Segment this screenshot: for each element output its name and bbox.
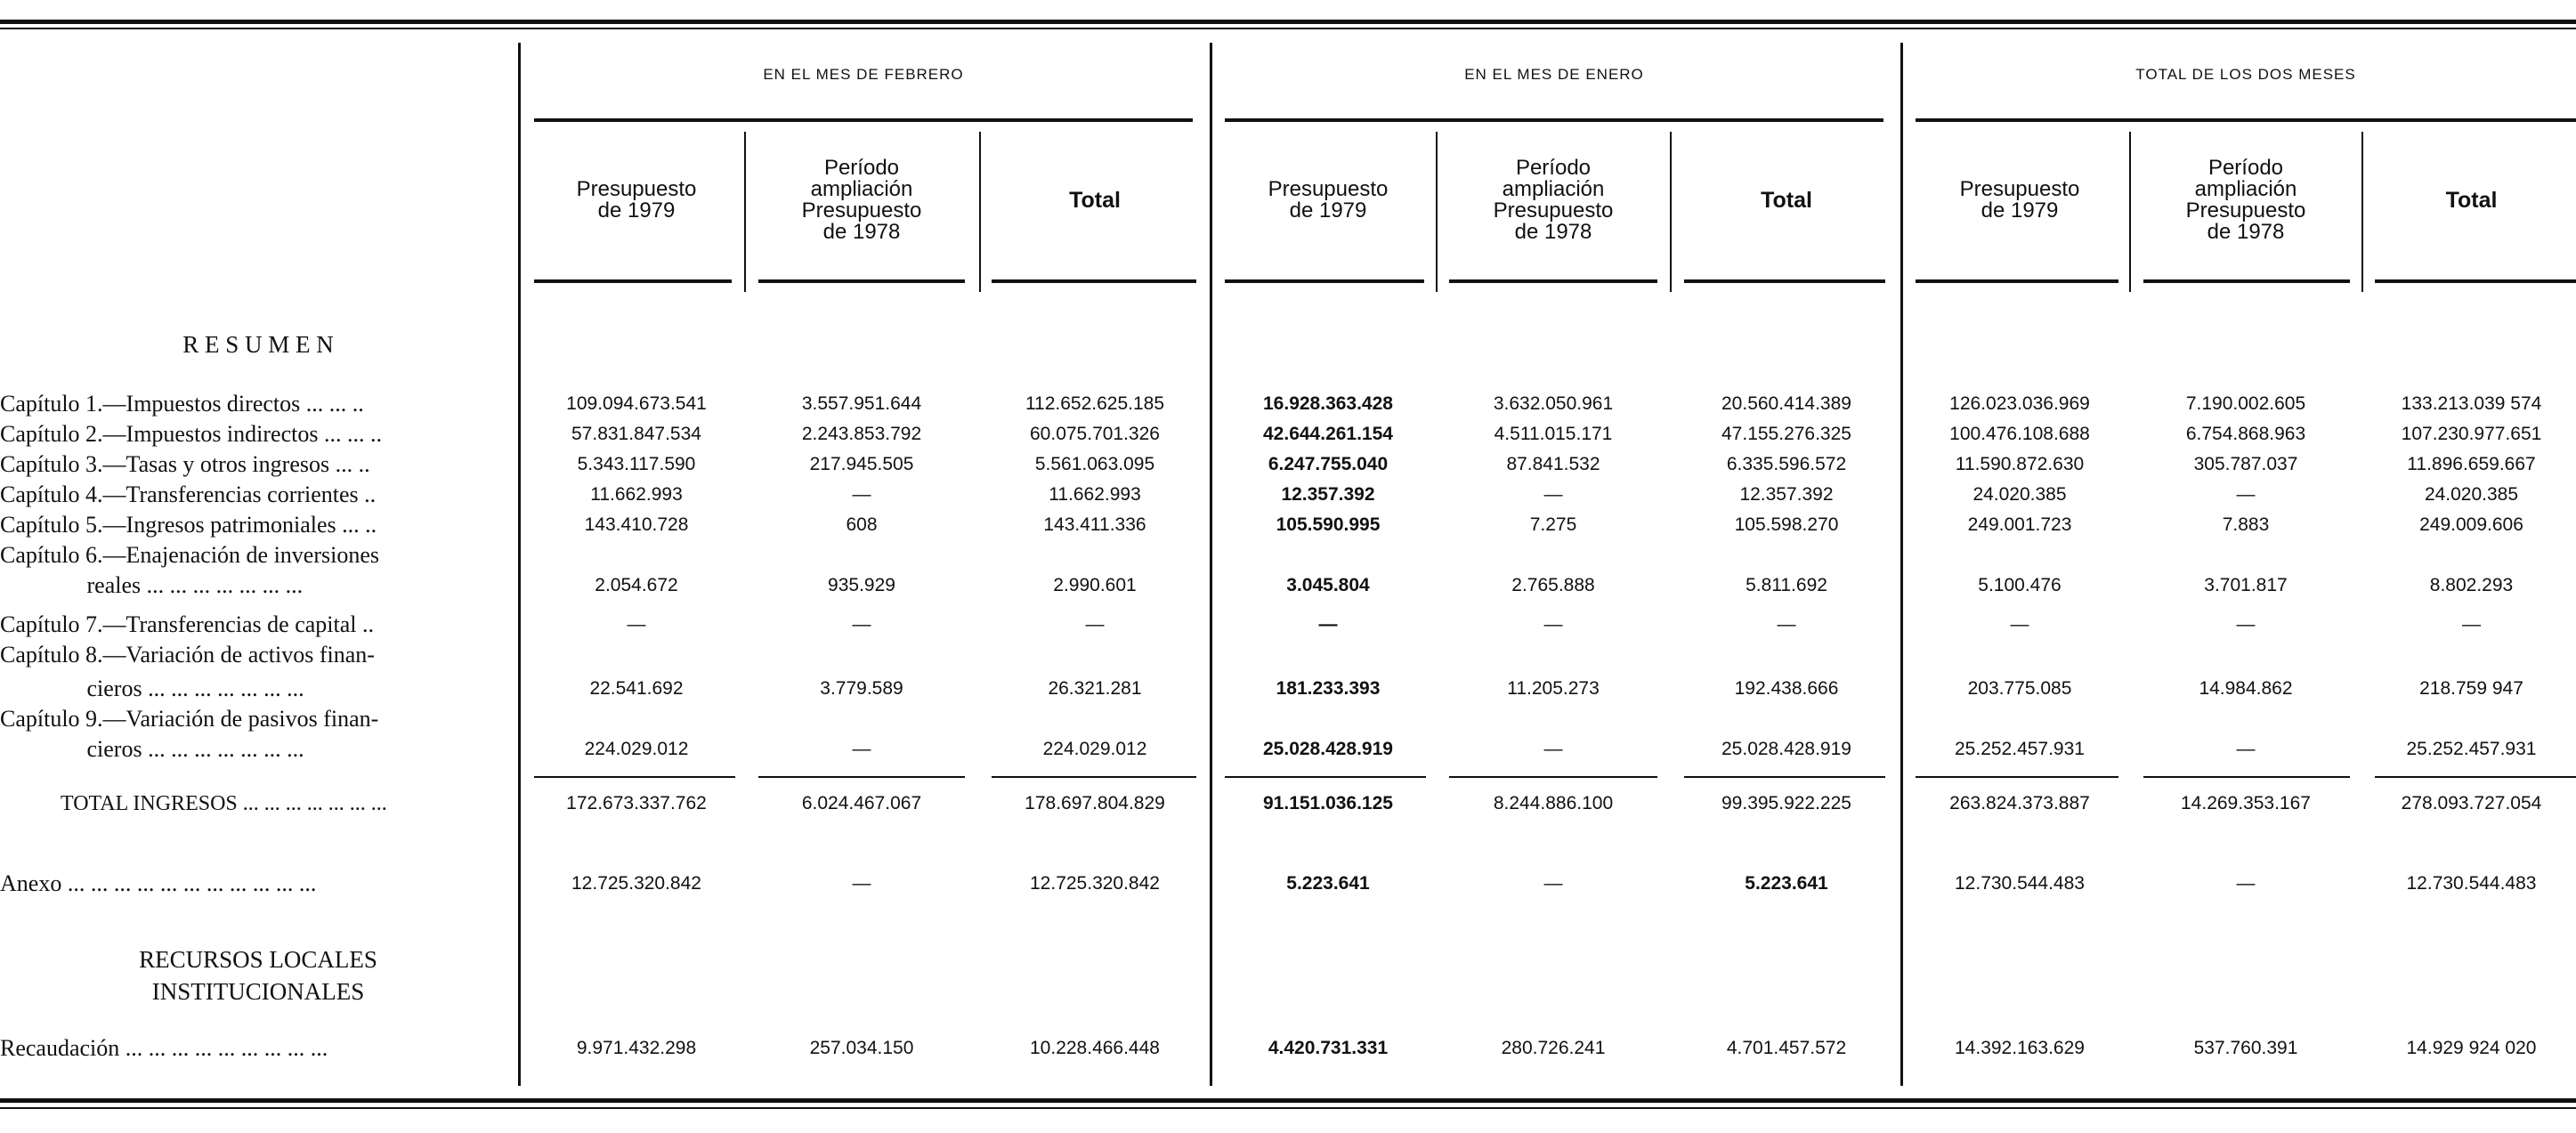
group-header-total: TOTAL DE LOS DOS MESES xyxy=(2135,66,2356,83)
row-label: TOTAL INGRESOS ... ... ... ... ... ... ... xyxy=(61,792,387,815)
group-divider xyxy=(1210,43,1212,1086)
table-cell: — xyxy=(852,484,871,505)
table-cell: 3.045.804 xyxy=(1286,575,1370,595)
table-cell: 14.984.862 xyxy=(2199,678,2293,699)
table-cell: 25.028.428.919 xyxy=(1721,739,1851,759)
table-cell: 5.100.476 xyxy=(1978,575,2062,595)
group-header-enero: EN EL MES DE ENERO xyxy=(1464,66,1644,83)
subheader-underline xyxy=(534,279,732,283)
total-rule xyxy=(1225,776,1426,778)
table-cell: 257.034.150 xyxy=(809,1038,914,1058)
top-rule xyxy=(0,20,2576,24)
row-label: Capítulo 6.—Enajenación de inversiones xyxy=(0,542,380,568)
table-cell: 278.093.727.054 xyxy=(2401,793,2542,813)
table-cell: — xyxy=(1543,484,1563,505)
subheader-ampliacion: Período ampliación Presupuesto de 1978 xyxy=(2185,156,2306,244)
table-cell: 143.410.728 xyxy=(584,514,689,535)
table-cell: 3.632.050.961 xyxy=(1493,393,1614,414)
subheader-total: Total xyxy=(1069,188,1121,213)
subheader-underline xyxy=(2143,279,2350,283)
table-cell: 26.321.281 xyxy=(1048,678,1142,699)
row-label: Capítulo 7.—Transferencias de capital .. xyxy=(0,611,374,637)
total-rule xyxy=(2375,776,2576,778)
subheader-presupuesto: Presupuesto de 1979 xyxy=(576,177,697,223)
group-underline xyxy=(1916,118,2576,122)
table-cell: 217.945.505 xyxy=(809,454,914,474)
table-cell: 249.009.606 xyxy=(2419,514,2523,535)
table-cell: 143.411.336 xyxy=(1043,514,1146,535)
table-cell: 12.730.544.483 xyxy=(2406,873,2537,894)
table-cell: 249.001.723 xyxy=(1967,514,2072,535)
total-rule xyxy=(2143,776,2350,778)
table-cell: — xyxy=(2236,614,2256,635)
table-cell: — xyxy=(1543,614,1563,635)
row-label: reales ... ... ... ... ... ... ... xyxy=(0,572,304,598)
table-cell: 112.652.625.185 xyxy=(1025,393,1165,414)
table-cell: 2.054.672 xyxy=(595,575,678,595)
table-cell: 14.929 924 020 xyxy=(2406,1038,2537,1058)
table-cell: — xyxy=(852,873,871,894)
total-rule xyxy=(758,776,965,778)
table-cell: 263.824.373.887 xyxy=(1949,793,2090,813)
subcol-divider xyxy=(1436,132,1438,292)
subheader-underline xyxy=(2375,279,2576,283)
table-cell: 2.765.888 xyxy=(1511,575,1595,595)
table-cell: 133.213.039 574 xyxy=(2401,393,2542,414)
subheader-ampliacion: Período ampliación Presupuesto de 1978 xyxy=(1493,156,1614,244)
subheader-total: Total xyxy=(2445,188,2498,213)
table-cell: 105.590.995 xyxy=(1276,514,1381,535)
table-cell: 105.598.270 xyxy=(1734,514,1839,535)
table-cell: 4.701.457.572 xyxy=(1726,1038,1847,1058)
total-rule xyxy=(1684,776,1885,778)
table-cell: — xyxy=(1543,739,1563,759)
table-cell: 280.726.241 xyxy=(1501,1038,1606,1058)
table-cell: 608 xyxy=(846,514,878,535)
table-cell: 6.335.596.572 xyxy=(1726,454,1847,474)
table-cell: 11.896.659.667 xyxy=(2407,454,2536,474)
table-cell: 11.205.273 xyxy=(1507,678,1600,699)
table-cell: 11.662.993 xyxy=(1049,484,1141,505)
table-cell: — xyxy=(1543,873,1563,894)
subcol-divider xyxy=(1670,132,1672,292)
table-cell: 11.590.872.630 xyxy=(1955,454,2085,474)
row-label: Capítulo 1.—Impuestos directos ... ... .. xyxy=(0,391,364,417)
total-rule xyxy=(1916,776,2118,778)
table-cell: 126.023.036.969 xyxy=(1949,393,2090,414)
table-cell: 100.476.108.688 xyxy=(1949,424,2090,444)
table-cell: 12.357.392 xyxy=(1281,484,1375,505)
group-underline xyxy=(1225,118,1883,122)
subheader-underline xyxy=(1225,279,1424,283)
table-cell: 203.775.085 xyxy=(1967,678,2072,699)
row-label: Recaudación ... ... ... ... ... ... ... ... ... xyxy=(0,1035,328,1061)
table-cell: 7.190.002.605 xyxy=(2185,393,2306,414)
table-cell: 537.760.391 xyxy=(2193,1038,2298,1058)
table-cell: 24.020.385 xyxy=(2424,484,2519,505)
table-cell: — xyxy=(2236,873,2256,894)
row-label: Capítulo 9.—Variación de pasivos finan- xyxy=(0,706,379,732)
subheader-ampliacion: Período ampliación Presupuesto de 1978 xyxy=(801,156,922,244)
table-cell: 3.557.951.644 xyxy=(801,393,922,414)
table-cell: 5.223.641 xyxy=(1286,873,1370,894)
subcol-divider xyxy=(979,132,981,292)
table-cell: — xyxy=(2236,739,2256,759)
group-divider xyxy=(518,43,521,1086)
table-cell: 192.438.666 xyxy=(1734,678,1839,699)
table-cell: 25.028.428.919 xyxy=(1263,739,1393,759)
row-label: Capítulo 3.—Tasas y otros ingresos ... .. xyxy=(0,451,370,477)
table-cell: 3.701.817 xyxy=(2204,575,2288,595)
table-cell: 3.779.589 xyxy=(820,678,903,699)
table-cell: 224.029.012 xyxy=(584,739,689,759)
row-label: Capítulo 4.—Transferencias corrientes .. xyxy=(0,482,377,507)
subheader-underline xyxy=(1449,279,1657,283)
section-resumen: R E S U M E N xyxy=(182,331,334,358)
table-cell: 14.269.353.167 xyxy=(2181,793,2311,813)
table-cell: 47.155.276.325 xyxy=(1721,424,1851,444)
table-cell: — xyxy=(852,614,871,635)
table-cell: 107.230.977.651 xyxy=(2401,424,2542,444)
table-cell: 172.673.337.762 xyxy=(566,793,707,813)
table-cell: 181.233.393 xyxy=(1276,678,1381,699)
table-cell: — xyxy=(2462,614,2481,635)
table-cell: — xyxy=(1085,614,1105,635)
table-cell: 7.275 xyxy=(1529,514,1577,535)
table-cell: 109.094.673.541 xyxy=(566,393,707,414)
table-cell: 57.831.847.534 xyxy=(571,424,701,444)
table-cell: 178.697.804.829 xyxy=(1025,793,1165,813)
row-label: Anexo ... ... ... ... ... ... ... ... ... ... ... xyxy=(0,870,317,896)
table-cell: 25.252.457.931 xyxy=(2406,739,2537,759)
table-cell: 12.725.320.842 xyxy=(1030,873,1160,894)
table-cell: 99.395.922.225 xyxy=(1721,793,1851,813)
table-cell: 218.759 947 xyxy=(2419,678,2523,699)
table-cell: — xyxy=(852,739,871,759)
group-divider xyxy=(1900,43,1903,1086)
table-cell: 5.223.641 xyxy=(1745,873,1828,894)
table-cell: 5.811.692 xyxy=(1746,575,1827,595)
table-cell: 12.730.544.483 xyxy=(1955,873,2085,894)
table-cell: — xyxy=(627,614,646,635)
table-cell: 8.802.293 xyxy=(2429,575,2514,595)
table-cell: 6.754.868.963 xyxy=(2185,424,2306,444)
subheader-presupuesto: Presupuesto de 1979 xyxy=(1959,177,2080,223)
bottom-rule-thin xyxy=(0,1107,2576,1109)
table-cell: 11.662.993 xyxy=(590,484,683,505)
bottom-rule xyxy=(0,1098,2576,1103)
table-cell: 91.151.036.125 xyxy=(1263,793,1393,813)
subcol-divider xyxy=(744,132,746,292)
table-cell: 10.228.466.448 xyxy=(1030,1038,1160,1058)
total-rule xyxy=(534,776,735,778)
table-cell: 24.020.385 xyxy=(1973,484,2067,505)
table-cell: 12.725.320.842 xyxy=(571,873,701,894)
subcol-divider xyxy=(2361,132,2363,292)
subheader-underline xyxy=(758,279,965,283)
table-cell: 87.841.532 xyxy=(1506,454,1600,474)
table-cell: 20.560.414.389 xyxy=(1721,393,1851,414)
table-cell: 5.343.117.590 xyxy=(577,454,696,474)
table-cell: 16.928.363.428 xyxy=(1263,393,1393,414)
table-cell: 7.883 xyxy=(2222,514,2270,535)
table-cell: 2.243.853.792 xyxy=(801,424,922,444)
table-cell: 224.029.012 xyxy=(1042,739,1147,759)
table-cell: — xyxy=(2010,614,2029,635)
table-cell: 25.252.457.931 xyxy=(1955,739,2085,759)
table-cell: 5.561.063.095 xyxy=(1034,454,1155,474)
top-rule-thin xyxy=(0,28,2576,29)
table-cell: 6.247.755.040 xyxy=(1268,454,1389,474)
table-cell: 9.971.432.298 xyxy=(576,1038,697,1058)
table-cell: — xyxy=(1777,614,1796,635)
row-label: Capítulo 5.—Ingresos patrimoniales ... .. xyxy=(0,512,377,538)
table-cell: 14.392.163.629 xyxy=(1955,1038,2085,1058)
total-rule xyxy=(1449,776,1657,778)
subheader-underline xyxy=(1684,279,1885,283)
table-cell: 2.990.601 xyxy=(1053,575,1137,595)
subheader-underline xyxy=(992,279,1196,283)
row-label: cieros ... ... ... ... ... ... ... xyxy=(0,736,304,762)
group-underline xyxy=(534,118,1193,122)
table-cell: 4.511.015.171 xyxy=(1494,424,1613,444)
section-recursos: RECURSOS LOCALES INSTITUCIONALES xyxy=(139,946,377,1005)
total-rule xyxy=(992,776,1196,778)
table-cell: 42.644.261.154 xyxy=(1263,424,1393,444)
row-label: cieros ... ... ... ... ... ... ... xyxy=(0,676,304,701)
subheader-presupuesto: Presupuesto de 1979 xyxy=(1268,177,1389,223)
table-cell: 6.024.467.067 xyxy=(801,793,922,813)
subcol-divider xyxy=(2129,132,2131,292)
table-cell: 12.357.392 xyxy=(1739,484,1834,505)
table-cell: 935.929 xyxy=(828,575,895,595)
row-label: Capítulo 8.—Variación de activos finan- xyxy=(0,642,375,668)
subheader-total: Total xyxy=(1761,188,1812,213)
table-cell: 8.244.886.100 xyxy=(1493,793,1614,813)
subheader-underline xyxy=(1916,279,2118,283)
table-cell: 4.420.731.331 xyxy=(1268,1038,1389,1058)
table-cell: 305.787.037 xyxy=(2193,454,2298,474)
group-header-febrero: EN EL MES DE FEBRERO xyxy=(763,66,964,83)
table-cell: 22.541.692 xyxy=(589,678,684,699)
row-label: Capítulo 2.—Impuestos indirectos ... ... .. xyxy=(0,421,382,447)
table-cell: — xyxy=(1318,614,1338,635)
table-cell: 60.075.701.326 xyxy=(1030,424,1160,444)
table-cell: — xyxy=(2236,484,2256,505)
